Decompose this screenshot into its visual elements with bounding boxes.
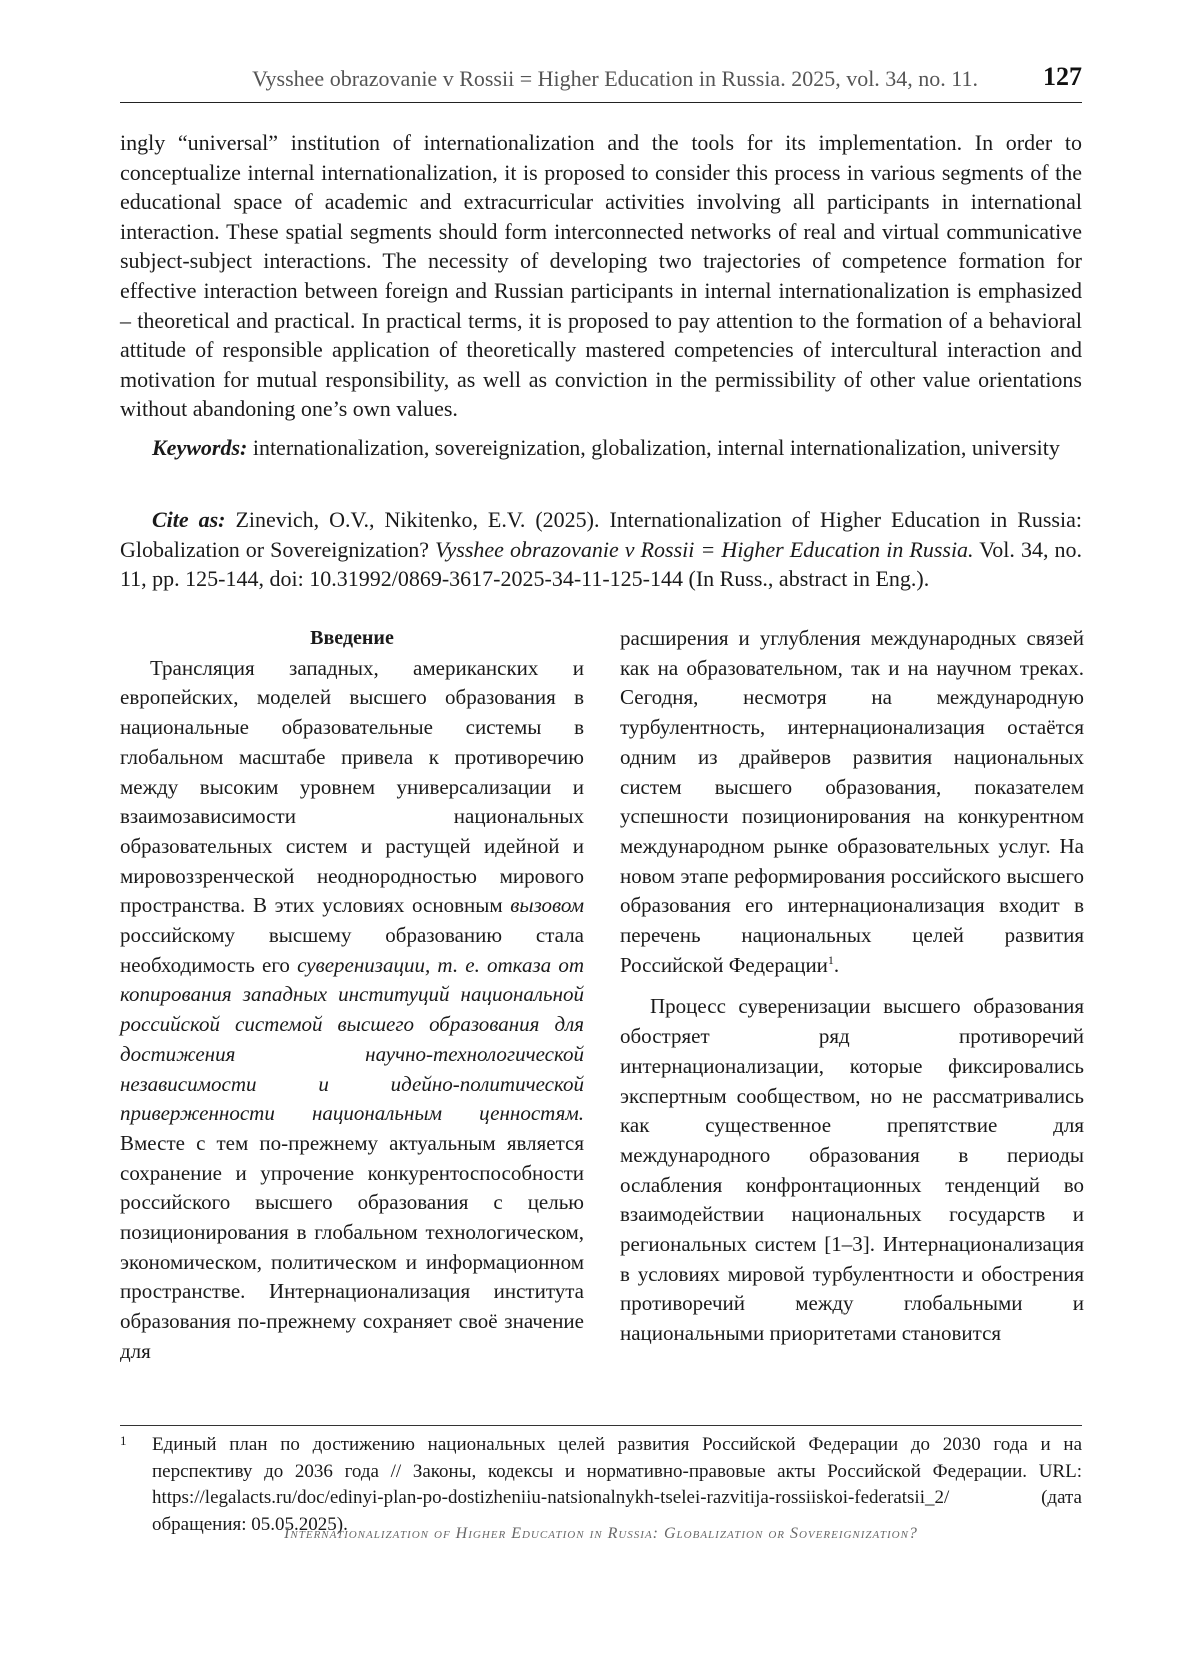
cite-journal: Vysshee obrazovanie v Rossii = Higher Education in Russia. <box>435 536 974 562</box>
cite-text-before: Zinevich, O.V., Nikitenko, E.V. (2025). Internationalization of Higher Education in Russia: Globalization or Sovereignization? <box>120 507 1082 562</box>
left-column <box>120 624 584 1367</box>
journal-citation-header: Vysshee obrazovanie v Rossii = Higher Education in Russia. 2025, vol. 34, no. 11. <box>252 66 978 91</box>
footnote <box>120 1432 1082 1538</box>
cite-label: Cite as: <box>152 507 226 532</box>
abstract-text: ingly “universal” institution of internationalization and the tools for its implementation. In order to conceptualize internal internationalization, it is proposed to consider this process in various segments of the educational space of academic and extracurricular activities involving all participants in international interaction. These spatial segments should form interconnected networks of real and virtual communicative subject-subject interactions. The necessity of developing two trajectories of competence formation for effective interaction between foreign and Russian participants in internal internationalization is emphasized – theoretical and practical. In practical terms, it is proposed to pay attention to the formation of a behavioral attitude of responsible application of theoretically mastered competencies of intercultural interaction and motivation for mutual responsibility, as well as conviction in the permissibility of other value orientations without abandoning one’s own values. <box>120 130 1082 422</box>
intro-paragraph-1-continued <box>620 624 1084 980</box>
footnote-mark: 1 <box>120 1433 127 1448</box>
intro-p1-end: Вместе с тем по-прежнему актуальным является сохранение и упрочение конкурентоспособности российского высшего образования с целью позиционирования в глобальном технологическом, экономическом, политическом и информационном пространстве. Интернационализация института образования по-прежнему сохраняет своё значение для <box>120 1130 584 1363</box>
intro-p1-italic-challenge: вызовом <box>510 893 584 918</box>
keywords-label: Keywords: <box>152 435 248 460</box>
page-number: 127 <box>1043 62 1082 91</box>
right-column <box>620 624 1084 1349</box>
running-footer: Internationalization of Higher Education in Russia: Globalization or Sovereignization? <box>284 1525 918 1542</box>
intro-paragraph-1 <box>120 654 584 1367</box>
right-p1-tail: . <box>833 952 840 977</box>
intro-p1-italic-definition: суверенизации, т. е. отказа от копирования западных институций национальной российской системой высшего образования для достижения научно-технологической независимости и идейно-политической приверженности национальным ценностям. <box>120 952 584 1126</box>
intro-p1-start: Трансляция западных, американских и европейских, моделей высшего образования в национальные образовательные системы в глобальном масштабе привела к противоречию между высоким уровнем универсализации и взаимозависимости национальных образовательных систем и растущей идейной и мировоззренческой неоднородностью мирового пространства. В этих условиях основным <box>120 655 584 918</box>
right-p1-text: расширения и углубления международных связей как на образовательном, так и на научном треках. Сегодня, несмотря на международную турбулентность, интернационализация остаётся одним из драйверов развития национальных систем высшего образования, показателем успешности позиционирования на конкурентном международном рынке образовательных услуг. На новом этапе реформирования российского высшего образования его интернационализация входит в перечень национальных целей развития Российской Федерации <box>620 626 1084 977</box>
keywords-block <box>120 433 1082 462</box>
intro-p1-mid: российскому высшему образованию стала необходимость его <box>120 923 584 977</box>
cite-text-after: Vol. 34, no. 11, pp. 125-144, doi: 10.31992/0869-3617-2025-34-11-125-144 (In Russ., abstract in Eng.). <box>120 536 1082 591</box>
intro-paragraph-2: Процесс суверенизации высшего образования обостряет ряд противоречий интернационализации, которые фиксировались экспертным сообществом, но не рассматривались как существенное препятствие для международного образования в периоды ослабления конфронтационных тенденций во взаимодействии национальных государств и региональных систем [1–3]. Интернационализация в условиях мировой турбулентности и обострения противоречий между глобальными и национальными приоритетами становится <box>620 994 1084 1346</box>
abstract-continuation <box>120 128 1082 424</box>
footnote-text: Единый план по достижению национальных целей развития Российской Федерации до 2030 года и на перспективу до 2036 года // Законы, кодексы и нормативно-правовые акты Российской Федерации. URL: https://legalacts.ru/doc/edinyi-plan-po-dostizheniiu-natsionalnykh-tselei-razvitija-rossiiskoi-federatsii_2/ (дата обращения: 05.05.2025). <box>152 1434 1082 1535</box>
citation-block <box>120 505 1082 594</box>
keywords-text: internationalization, sovereignization, globalization, internal internationalization, university <box>247 435 1060 460</box>
footnote-divider <box>120 1425 1082 1426</box>
footnote-reference[interactable]: 1 <box>827 952 834 967</box>
section-title: Введение <box>310 627 394 649</box>
running-header <box>120 62 1082 103</box>
